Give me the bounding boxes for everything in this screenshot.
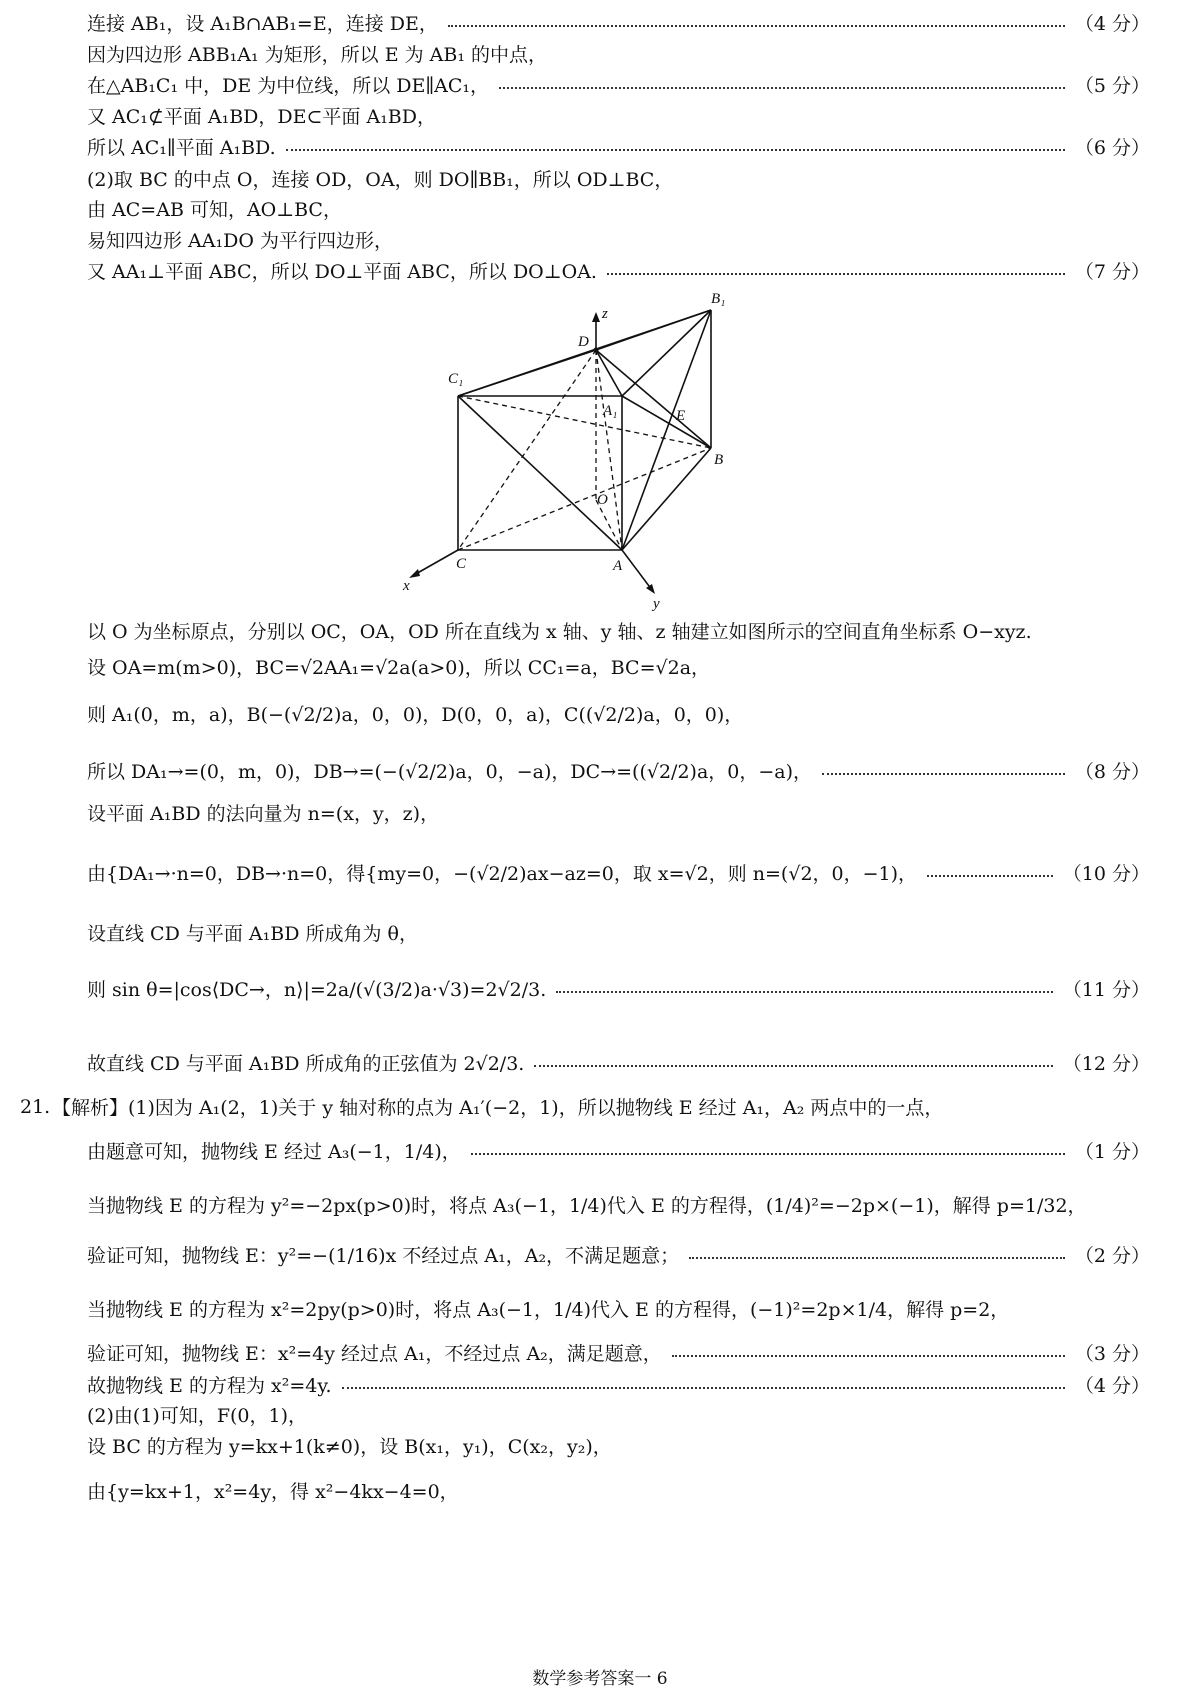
leader-dots xyxy=(534,1065,1052,1067)
label-A: A xyxy=(613,558,623,574)
solution-line: 所以 DA₁→=(0，m，0)，DB→=(−(√2/2)a，0，−a)，DC→=((√2/2)a，0，−a)， （8 分） xyxy=(87,761,1150,783)
leader-dots xyxy=(499,87,1065,89)
score-mark: （10 分） xyxy=(1062,863,1150,885)
leader-dots xyxy=(286,149,1065,151)
solution-line: 在△AB₁C₁ 中，DE 为中位线，所以 DE∥AC₁， （5 分） xyxy=(87,75,1150,97)
score-mark: （7 分） xyxy=(1074,261,1150,283)
label-O: O xyxy=(597,492,608,508)
score-mark: （6 分） xyxy=(1074,137,1150,159)
label-z: z xyxy=(602,306,608,322)
label-y: y xyxy=(653,596,660,612)
score-mark: （12 分） xyxy=(1062,1053,1150,1075)
leader-dots xyxy=(689,1257,1065,1259)
leader-dots xyxy=(448,25,1065,27)
label-A1: A₁ xyxy=(603,403,618,419)
label-B: B xyxy=(714,452,724,468)
score-mark: （11 分） xyxy=(1062,979,1150,1001)
solution-line: 故直线 CD 与平面 A₁BD 所成角的正弦值为 2√2/3. （12 分） xyxy=(87,1053,1150,1075)
solution-line: 又 AC₁⊄平面 A₁BD，DE⊂平面 A₁BD， xyxy=(87,106,437,128)
label-D: D xyxy=(578,334,589,350)
label-C1: C₁ xyxy=(448,371,464,387)
solution-line: 当抛物线 E 的方程为 y²=−2px(p>0)时，将点 A₃(−1，1/4)代入 E 的方程得，(1/4)²=−2p×(−1)，解得 p=1/32， xyxy=(87,1195,1087,1217)
label-C: C xyxy=(456,556,467,572)
solution-line: 设 BC 的方程为 y=kx+1(k≠0)，设 B(x₁，y₁)，C(x₂，y₂)， xyxy=(87,1436,612,1458)
solution-line: 当抛物线 E 的方程为 x²=2py(p>0)时，将点 A₃(−1，1/4)代入 E 的方程得，(−1)²=2p×1/4，解得 p=2， xyxy=(87,1299,1010,1321)
leader-dots xyxy=(607,273,1065,275)
leader-dots xyxy=(927,875,1053,877)
solution-line: 则 sin θ=|cos⟨DC→，n⟩|=2a/(√(3/2)a·√3)=2√2/3. （11 分） xyxy=(87,979,1150,1001)
leader-dots xyxy=(556,991,1053,993)
score-mark: （2 分） xyxy=(1074,1245,1150,1267)
leader-dots xyxy=(672,1355,1065,1357)
solution-line: (2)取 BC 的中点 O，连接 OD，OA，则 DO∥BB₁，所以 OD⊥BC， xyxy=(87,169,674,191)
solution-line: 由{y=kx+1，x²=4y，得 x²−4kx−4=0， xyxy=(87,1481,459,1503)
solution-line: 故抛物线 E 的方程为 x²=4y. （4 分） xyxy=(87,1375,1150,1397)
solution-line: 因为四边形 ABB₁A₁ 为矩形，所以 E 为 AB₁ 的中点， xyxy=(87,44,548,66)
page-footer: 数学参考答案一 6 xyxy=(532,1669,668,1689)
solution-line: 【解析】(1)因为 A₁(2，1)关于 y 轴对称的点为 A₁′(−2，1)，所以抛物线 E 经过 A₁，A₂ 两点中的一点， xyxy=(52,1097,944,1119)
score-mark: （1 分） xyxy=(1074,1141,1150,1163)
score-mark: （3 分） xyxy=(1074,1343,1150,1365)
solution-line: (2)由(1)可知，F(0，1)， xyxy=(87,1405,308,1427)
solution-line: 设平面 A₁BD 的法向量为 n=(x，y，z)， xyxy=(87,803,440,825)
label-E: E xyxy=(676,408,686,424)
solution-line: 设直线 CD 与平面 A₁BD 所成角为 θ， xyxy=(87,923,418,945)
solution-line: 连接 AB₁，设 A₁B∩AB₁=E，连接 DE， （4 分） xyxy=(87,13,1150,35)
label-B1: B₁ xyxy=(711,291,726,307)
solution-line: 验证可知，抛物线 E：y²=−(1/16)x 不经过点 A₁，A₂，不满足题意； （2 分） xyxy=(87,1245,1150,1267)
question-number: 21. xyxy=(20,1096,51,1118)
solution-line: 由题意可知，抛物线 E 经过 A₃(−1，1/4)， （1 分） xyxy=(87,1141,1150,1163)
solution-line: 以 O 为坐标原点，分别以 OC，OA，OD 所在直线为 x 轴、y 轴、z 轴建立如图所示的空间直角坐标系 O−xyz. xyxy=(87,621,1032,643)
solution-line: 所以 AC₁∥平面 A₁BD. （6 分） xyxy=(87,137,1150,159)
prism-figure xyxy=(400,291,740,666)
solution-line: 则 A₁(0，m，a)，B(−(√2/2)a，0，0)，D(0，0，a)，C((√2/2)a，0，0)， xyxy=(87,704,744,726)
leader-dots xyxy=(342,1387,1065,1389)
label-x: x xyxy=(403,578,410,594)
solution-line: 又 AA₁⊥平面 ABC，所以 DO⊥平面 ABC，所以 DO⊥OA. （7 分） xyxy=(87,261,1150,283)
score-mark: （5 分） xyxy=(1074,75,1150,97)
solution-line: 由{DA₁→·n=0，DB→·n=0，得{my=0，−(√2/2)ax−az=0，取 x=√2，则 n=(√2，0，−1)， （10 分） xyxy=(87,863,1150,885)
solution-line: 由 AC=AB 可知，AO⊥BC， xyxy=(87,199,342,221)
solution-line: 易知四边形 AA₁DO 为平行四边形， xyxy=(87,230,393,252)
leader-dots xyxy=(822,773,1065,775)
score-mark: （4 分） xyxy=(1074,13,1150,35)
solution-line: 设 OA=m(m>0)，BC=√2AA₁=√2a(a>0)，所以 CC₁=a，BC=√2a， xyxy=(87,657,711,679)
score-mark: （4 分） xyxy=(1074,1375,1150,1397)
solution-line: 验证可知，抛物线 E：x²=4y 经过点 A₁，不经过点 A₂，满足题意， （3 分） xyxy=(87,1343,1150,1365)
leader-dots xyxy=(471,1153,1065,1155)
score-mark: （8 分） xyxy=(1074,761,1150,783)
